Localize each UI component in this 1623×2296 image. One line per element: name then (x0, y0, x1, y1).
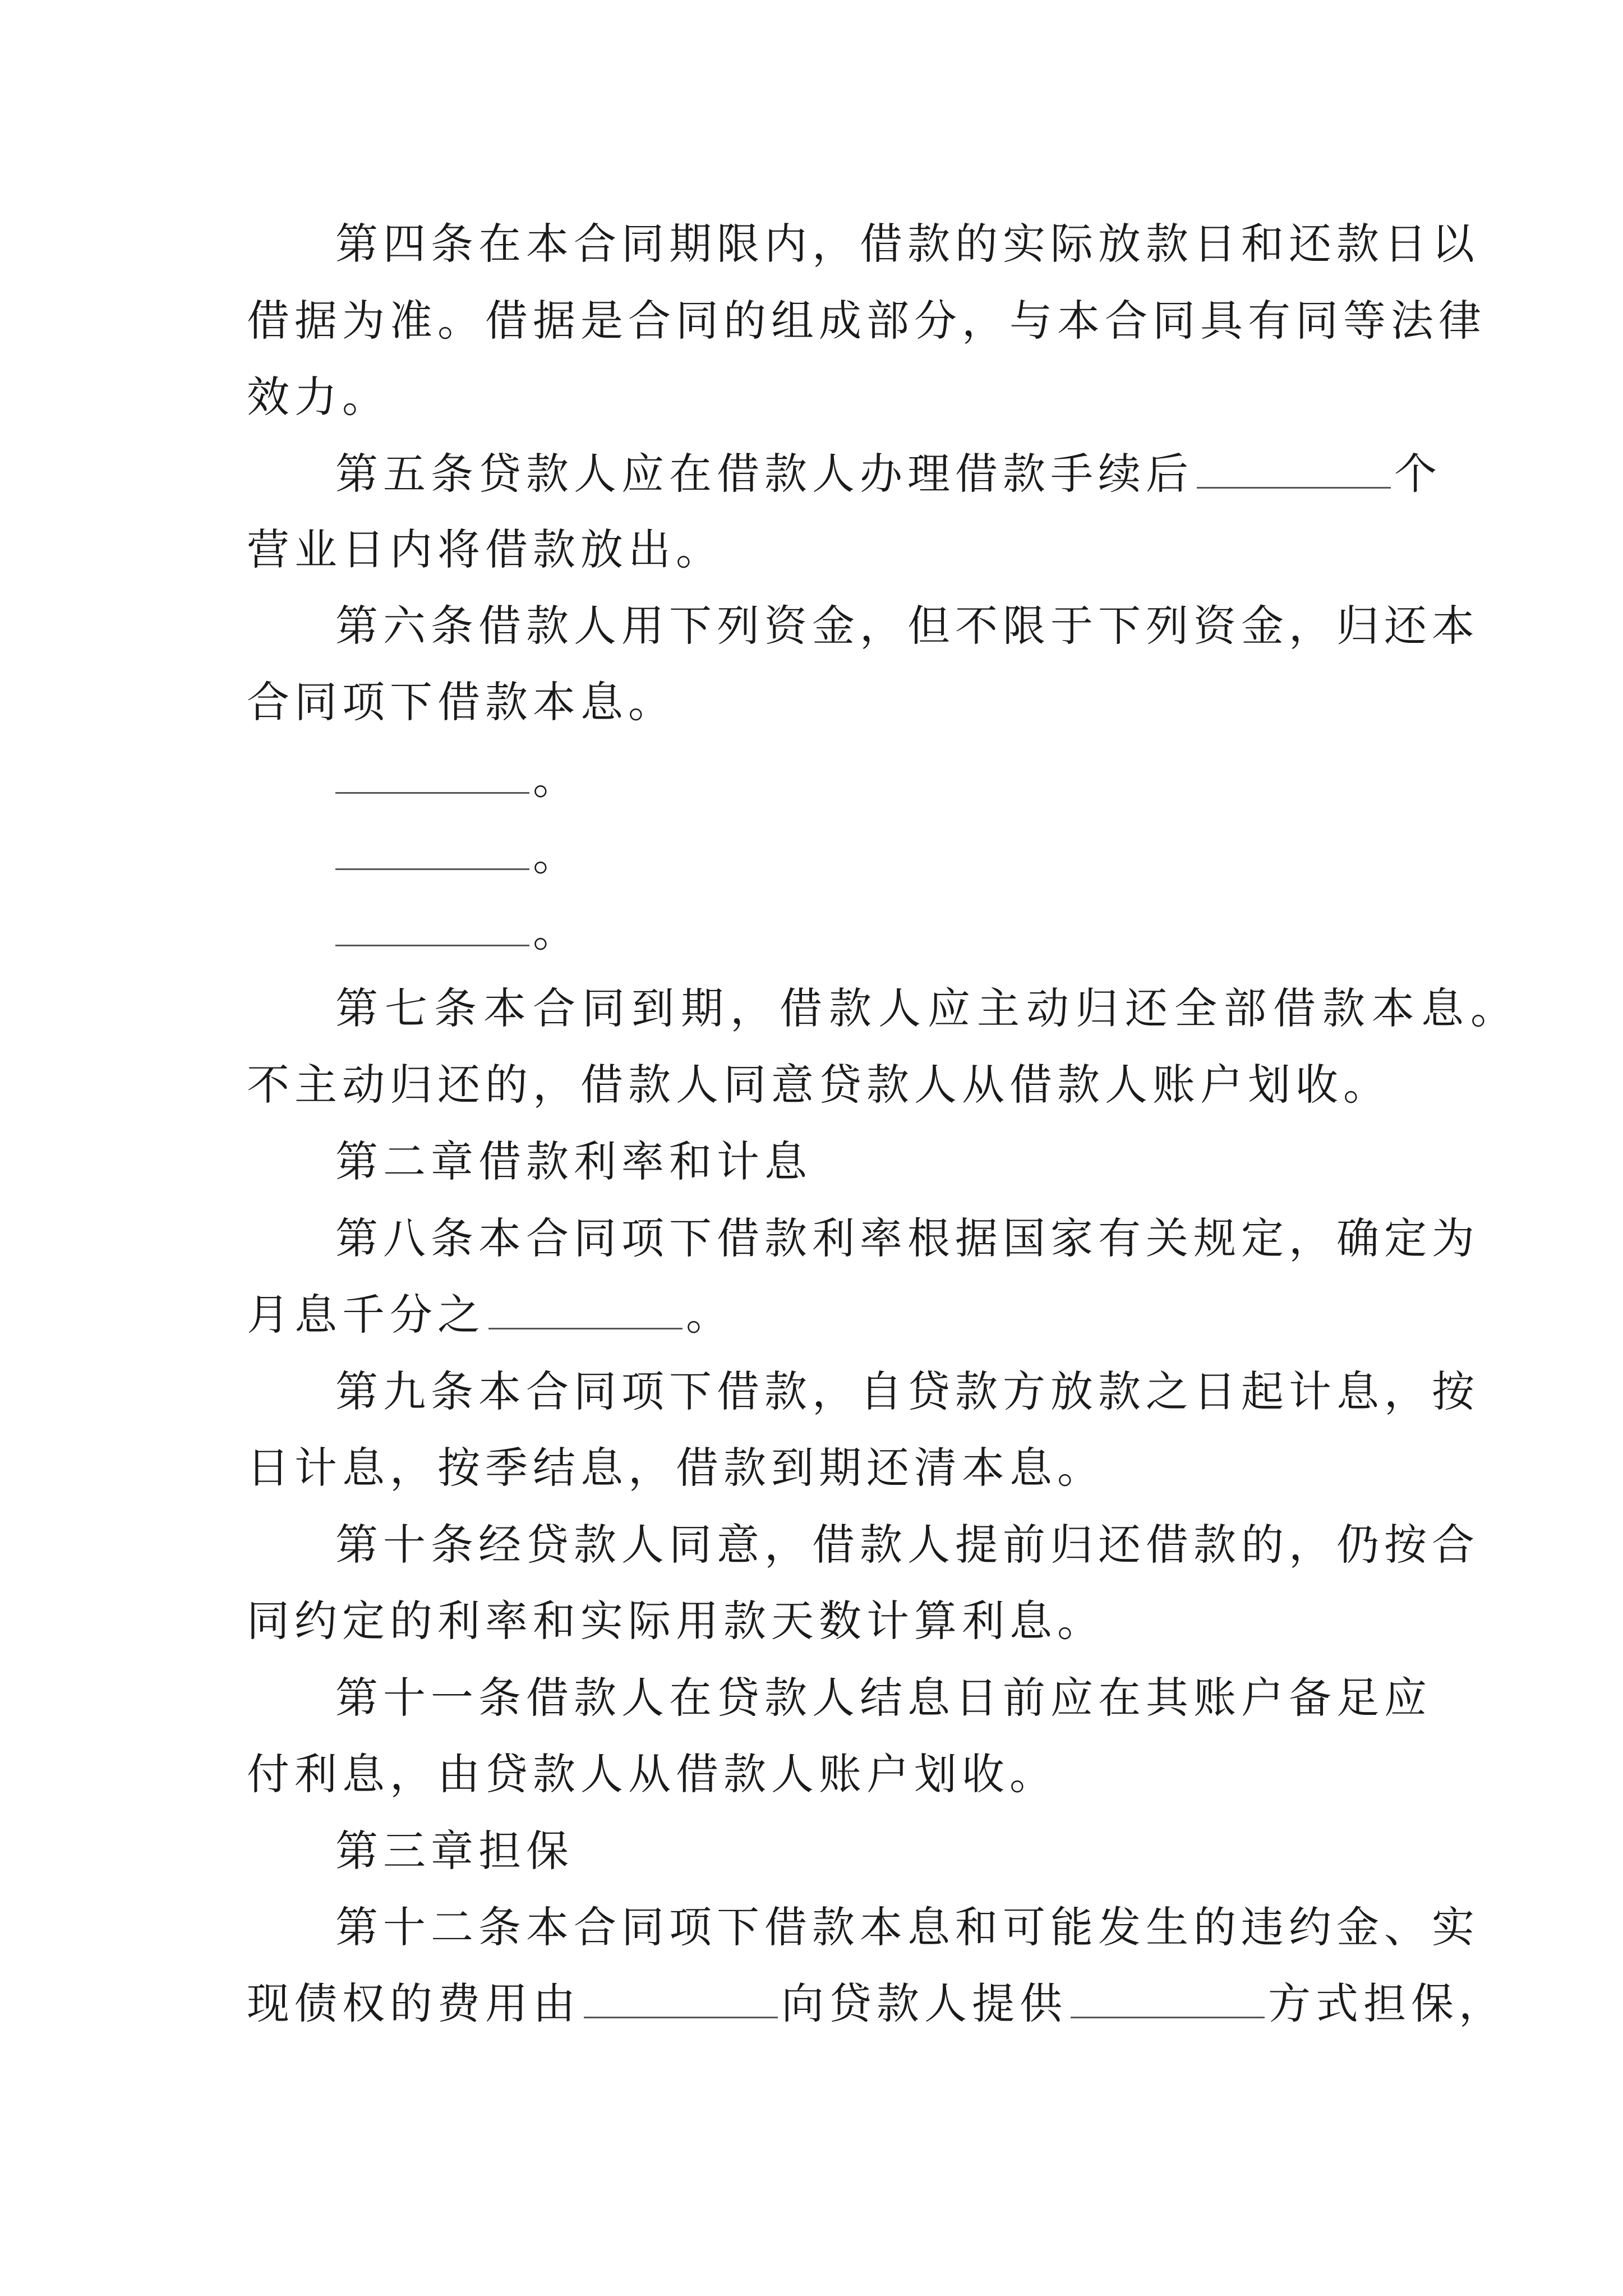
article-6-line-2: 合同项下借款本息。 (247, 677, 676, 727)
repayment-source-item-2 (335, 827, 580, 884)
fill-blank-repayment-source-2[interactable] (335, 830, 529, 870)
chapter-2-heading: 第二章借款利率和计息 (335, 1137, 812, 1186)
article-11-line-1: 第十一条借款人在贷款人结息日前应在其账户备足应 (335, 1673, 1432, 1723)
article-4-line-2: 借据为准。借据是合同的组成部分，与本合同具有同等法律 (247, 296, 1486, 346)
article-5-line-2: 营业日内将借款放出。 (247, 524, 723, 574)
article-9-line-2: 日计息，按季结息，借款到期还清本息。 (247, 1443, 1105, 1493)
article-12-line-1: 第十二条本合同项下借款本息和可能发生的违约金、实 (335, 1902, 1479, 1952)
article-12-text-c: 方式担保， (1268, 1978, 1506, 2028)
article-7-line-1: 第七条本合同到期，借款人应主动归还全部借款本息。 (335, 983, 1520, 1033)
fill-blank-guarantor[interactable] (584, 1978, 778, 2018)
fill-blank-repayment-source-1[interactable] (335, 754, 529, 794)
article-8-line-2 (247, 1287, 734, 1343)
article-5-line-1 (335, 446, 1442, 502)
article-8-text-after: 。 (686, 1290, 734, 1340)
article-8-line-1: 第八条本合同项下借款利率根据国家有关规定，确定为 (335, 1213, 1479, 1263)
fill-blank-interest-rate[interactable] (488, 1290, 683, 1329)
article-8-text-before: 月息千分之 (247, 1290, 485, 1340)
fill-blank-business-days[interactable] (1197, 449, 1391, 489)
chapter-3-heading: 第三章担保 (335, 1826, 574, 1876)
item-2-period: 。 (533, 830, 580, 880)
fill-blank-guarantee-type[interactable] (1071, 1978, 1265, 2018)
article-12-text-a: 现债权的费用由 (247, 1978, 580, 2028)
article-4-line-3: 效力。 (247, 372, 390, 422)
article-7-line-2: 不主动归还的，借款人同意贷款人从借款人账户划收。 (247, 1060, 1391, 1110)
article-6-line-1: 第六条借款人用下列资金，但不限于下列资金，归还本 (335, 601, 1479, 651)
article-12-line-2 (247, 1976, 1506, 2032)
repayment-source-item-3 (335, 904, 580, 960)
article-4-line-1: 第四条在本合同期限内，借款的实际放款日和还款日以 (335, 219, 1479, 269)
article-10-line-1: 第十条经贷款人同意，借款人提前归还借款的，仍按合 (335, 1520, 1479, 1570)
article-5-text-after: 个 (1394, 449, 1442, 499)
article-11-line-2: 付利息，由贷款人从借款人账户划收。 (247, 1749, 1057, 1799)
item-3-period: 。 (533, 907, 580, 956)
article-9-line-1: 第九条本合同项下借款，自贷款方放款之日起计息，按 (335, 1366, 1479, 1416)
fill-blank-repayment-source-3[interactable] (335, 907, 529, 946)
article-12-text-b: 向贷款人提供 (781, 1978, 1067, 2028)
article-5-text-before: 第五条贷款人应在借款人办理借款手续后 (335, 449, 1193, 499)
repayment-source-item-1 (335, 751, 580, 807)
article-10-line-2: 同约定的利率和实际用款天数计算利息。 (247, 1596, 1105, 1646)
item-1-period: 。 (533, 754, 580, 804)
